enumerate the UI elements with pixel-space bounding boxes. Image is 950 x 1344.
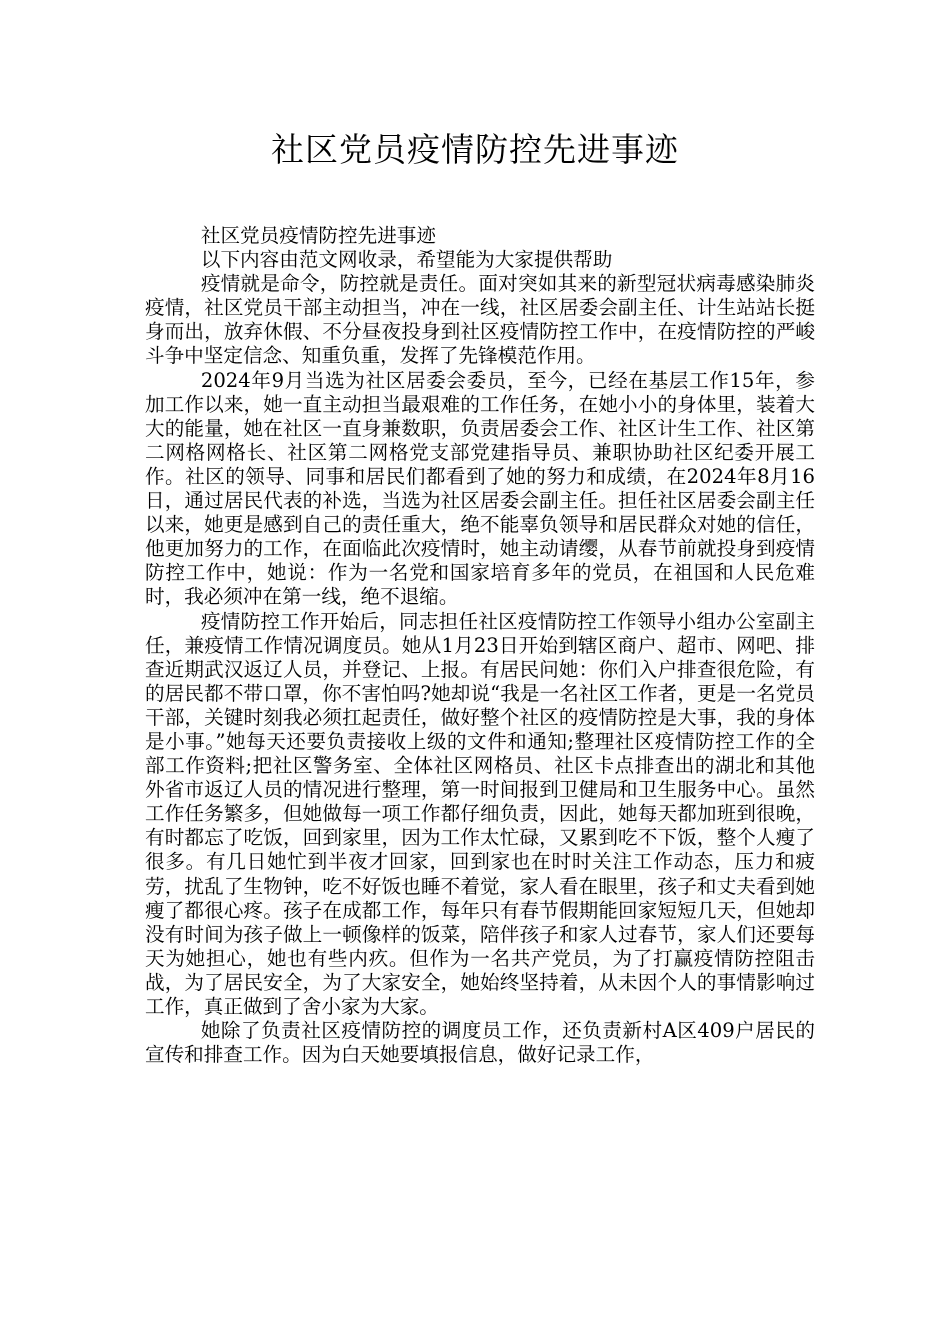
document-body — [145, 224, 815, 1067]
document-title: 社区党员疫情防控先进事迹 — [271, 130, 679, 169]
paragraph-community-duties: 她除了负责社区疫情防控的调度员工作，还负责新村A区409户居民的宣传和排查工作。因为白天她要填报信息，做好记录工作， — [145, 1019, 815, 1067]
paragraph-intro: 疫情就是命令，防控就是责任。面对突如其来的新型冠状病毒感染肺炎疫情，社区党员干部主动担当，冲在一线，社区居委会副主任、计生站站长挺身而出，放弃休假、不分昼夜投身到社区疫情防控工作中，在疫情防控的严峻斗争中坚定信念、知重负重，发挥了先锋模范作用。 — [145, 272, 815, 368]
paragraph-background: 2024年9月当选为社区居委会委员，至今，已经在基层工作15年，参加工作以来，她一直主动担当最艰难的工作任务，在她小小的身体里，装着大大的能量，她在社区一直身兼数职，负责居委会工作、社区计生工作、社区第二网格网格长、社区第二网格党支部党建指导员、兼职协助社区纪委开展工作。社区的领导、同事和居民们都看到了她的努力和成绩，在2024年8月16日，通过居民代表的补选，当选为社区居委会副主任。担任社区居委会副主任以来，她更是感到自己的责任重大，绝不能辜负领导和居民群众对她的信任，他更加努力的工作，在面临此次疫情时，她主动请缨，从春节前就投身到疫情防控工作中，她说：作为一名党和国家培育多年的党员，在祖国和人民危难时，我必须冲在第一线，绝不退缩。 — [145, 368, 815, 609]
paragraph-epidemic-work: 疫情防控工作开始后，同志担任社区疫情防控工作领导小组办公室副主任，兼疫情工作情况调度员。她从1月23日开始到辖区商户、超市、网吧、排查近期武汉返辽人员，并登记、上报。有居民问她：你们入户排查很危险，有的居民都不带口罩，你不害怕吗?她却说“我是一名社区工作者，更是一名党员干部，关键时刻我必须扛起责任，做好整个社区的疫情防控是大事，我的身体是小事。”她每天还要负责接收上级的文件和通知;整理社区疫情防控工作的全部工作资料;把社区警务室、全体社区网格员、社区卡点排查出的湖北和其他外省市返辽人员的情况进行整理，第一时间报到卫健局和卫生服务中心。虽然工作任务繁多，但她做每一项工作都仔细负责，因此，她每天都加班到很晚，有时都忘了吃饭，回到家里，因为工作太忙碌，又累到吃不下饭，整个人瘦了很多。有几日她忙到半夜才回家，回到家也在时时关注工作动态，压力和疲劳，扰乱了生物钟，吃不好饭也睡不着觉，家人看在眼里，孩子和丈夫看到她瘦了都很心疼。孩子在成都工作，每年只有春节假期能回家短短几天，但她却没有时间为孩子做上一顿像样的饭菜，陪伴孩子和家人过春节，家人们还要每天为她担心，她也有些内疚。但作为一名共产党员，为了打赢疫情防控阻击战，为了居民安全，为了大家安全，她始终坚持着，从未因个人的事情影响过工作，真正做到了舍小家为大家。 — [145, 609, 815, 1018]
paragraph-source-note: 以下内容由范文网收录，希望能为大家提供帮助 — [200, 248, 613, 272]
paragraph-subtitle: 社区党员疫情防控先进事迹 — [200, 224, 436, 247]
